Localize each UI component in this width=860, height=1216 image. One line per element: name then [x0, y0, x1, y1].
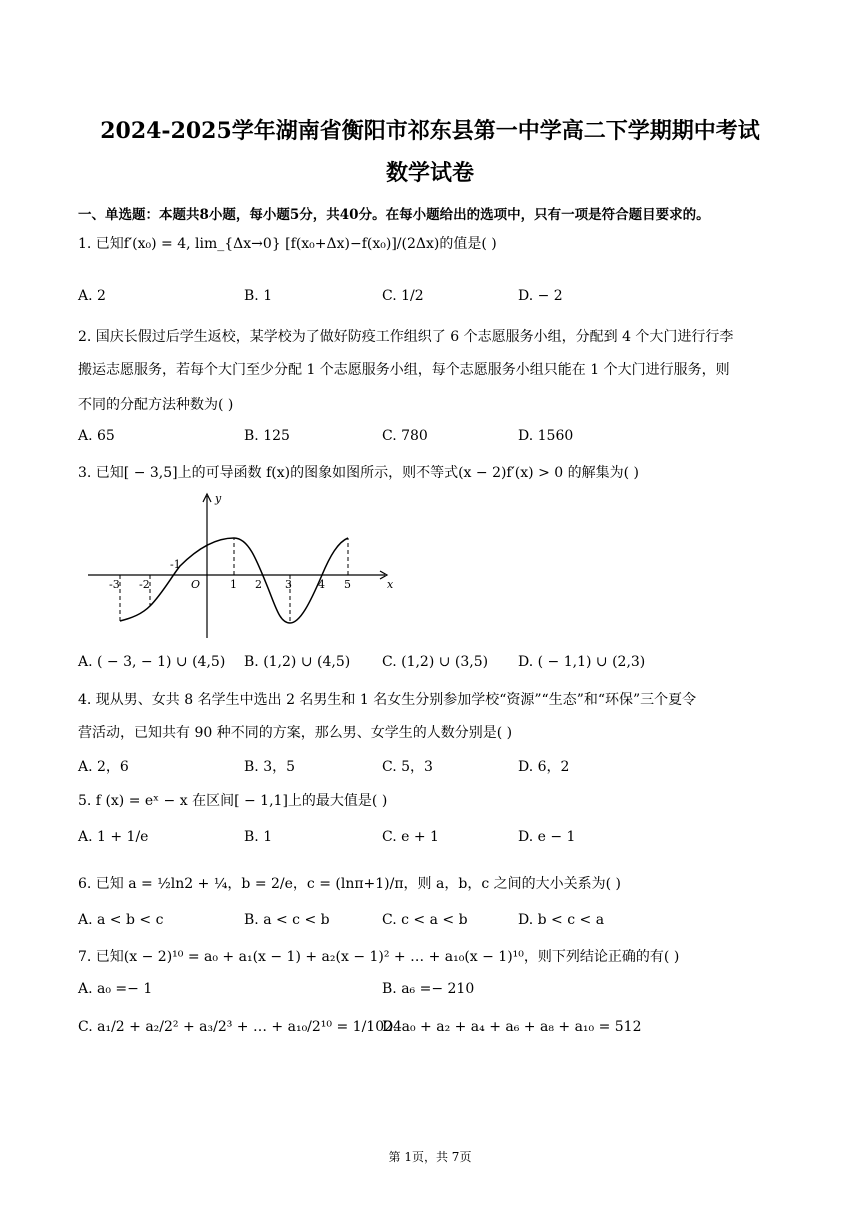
tick-label: 4: [318, 578, 325, 591]
question-4-line2: 营活动，已知共有 90 种不同的方案，那么男、女学生的人数分别是( ): [78, 725, 513, 741]
question-2-line1: 2. 国庆长假过后学生返校，某学校为了做好防疫工作组织了 6 个志愿服务小组，分配到 4 个大门进行行李: [78, 329, 734, 345]
tick-label: -3: [109, 578, 120, 591]
q6-option-d: D. b < c < a: [518, 912, 605, 928]
q1-option-b: B. 1: [244, 288, 273, 304]
question-1: 1. 已知f′(x₀) = 4, lim_{Δx→0} [f(x₀+Δx)−f(x₀)]/(2Δx)的值是( ): [78, 236, 497, 252]
origin-label: O: [191, 578, 201, 591]
q3-option-c: C. (1,2) ∪ (3,5): [382, 654, 489, 670]
q7-option-d: D. a₀ + a₂ + a₄ + a₆ + a₈ + a₁₀ = 512: [382, 1019, 642, 1035]
q6-option-a: A. a < b < c: [78, 912, 164, 928]
exam-title-line2: 数学试卷: [385, 160, 474, 186]
tick-label: -2: [139, 578, 150, 591]
q5-option-c: C. e + 1: [382, 829, 439, 845]
question-5: 5. f (x) = eˣ − x 在区间[ − 1,1]上的最大值是( ): [78, 793, 388, 809]
function-graph: [80, 488, 405, 643]
y-axis-label: y: [215, 492, 222, 505]
tick-label: 5: [344, 578, 351, 591]
q2-option-d: D. 1560: [518, 428, 574, 444]
q2-option-c: C. 780: [382, 428, 428, 444]
question-6: 6. 已知 a = ½ln2 + ¼，b = 2/e，c = (lnπ+1)/π，则 a，b，c 之间的大小关系为( ): [78, 876, 621, 892]
page-footer: 第 1页，共 7页: [388, 1150, 472, 1164]
tick-label: 1: [230, 578, 237, 591]
tick-label: 2: [255, 578, 262, 591]
question-3: 3. 已知[ − 3,5]上的可导函数 f(x)的图象如图所示，则不等式(x − 2)f′(x) > 0 的解集为( ): [78, 465, 639, 481]
q7-option-c: C. a₁/2 + a₂/2² + a₃/2³ + … + a₁₀/2¹⁰ = 1/1024: [78, 1019, 402, 1035]
q4-option-b: B. 3，5: [244, 759, 296, 775]
q2-option-b: B. 125: [244, 428, 290, 444]
q1-option-a: A. 2: [78, 288, 106, 304]
q3-option-d: D. ( − 1,1) ∪ (2,3): [518, 654, 646, 670]
question-4-line1: 4. 现从男、女共 8 名学生中选出 2 名男生和 1 名女生分别参加学校“资源”“生态”和“环保”三个夏令: [78, 692, 697, 708]
section-heading: 一、单选题：本题共8小题，每小题5分，共40分。在每小题给出的选项中，只有一项是符合题目要求的。: [78, 207, 710, 223]
exam-title-line1: 2024-2025学年湖南省衡阳市祁东县第一中学高二下学期期中考试: [100, 118, 760, 144]
tick-label: 3: [285, 578, 292, 591]
question-2-line2: 搬运志愿服务，若每个大门至少分配 1 个志愿服务小组，每个志愿服务小组只能在 1 个大门进行服务，则: [78, 362, 730, 378]
q3-option-a: A. ( − 3, − 1) ∪ (4,5): [78, 654, 226, 670]
q5-option-d: D. e − 1: [518, 829, 576, 845]
question-2-line3: 不同的分配方法种数为( ): [78, 397, 234, 413]
q7-option-a: A. a₀ =− 1: [78, 981, 153, 997]
q4-option-a: A. 2，6: [78, 759, 129, 775]
question-7: 7. 已知(x − 2)¹⁰ = a₀ + a₁(x − 1) + a₂(x − 1)² + … + a₁₀(x − 1)¹⁰，则下列结论正确的有( ): [78, 949, 680, 965]
q5-option-a: A. 1 + 1/e: [78, 829, 149, 845]
q6-option-c: C. c < a < b: [382, 912, 468, 928]
q4-option-c: C. 5，3: [382, 759, 433, 775]
q3-option-b: B. (1,2) ∪ (4,5): [244, 654, 351, 670]
x-axis-label: x: [387, 578, 394, 591]
q4-option-d: D. 6，2: [518, 759, 570, 775]
q1-option-d: D. − 2: [518, 288, 563, 304]
q6-option-b: B. a < c < b: [244, 912, 330, 928]
tick-label: -1: [170, 558, 181, 571]
q2-option-a: A. 65: [78, 428, 115, 444]
q5-option-b: B. 1: [244, 829, 273, 845]
q7-option-b: B. a₆ =− 210: [382, 981, 475, 997]
q1-option-c: C. 1/2: [382, 288, 424, 304]
